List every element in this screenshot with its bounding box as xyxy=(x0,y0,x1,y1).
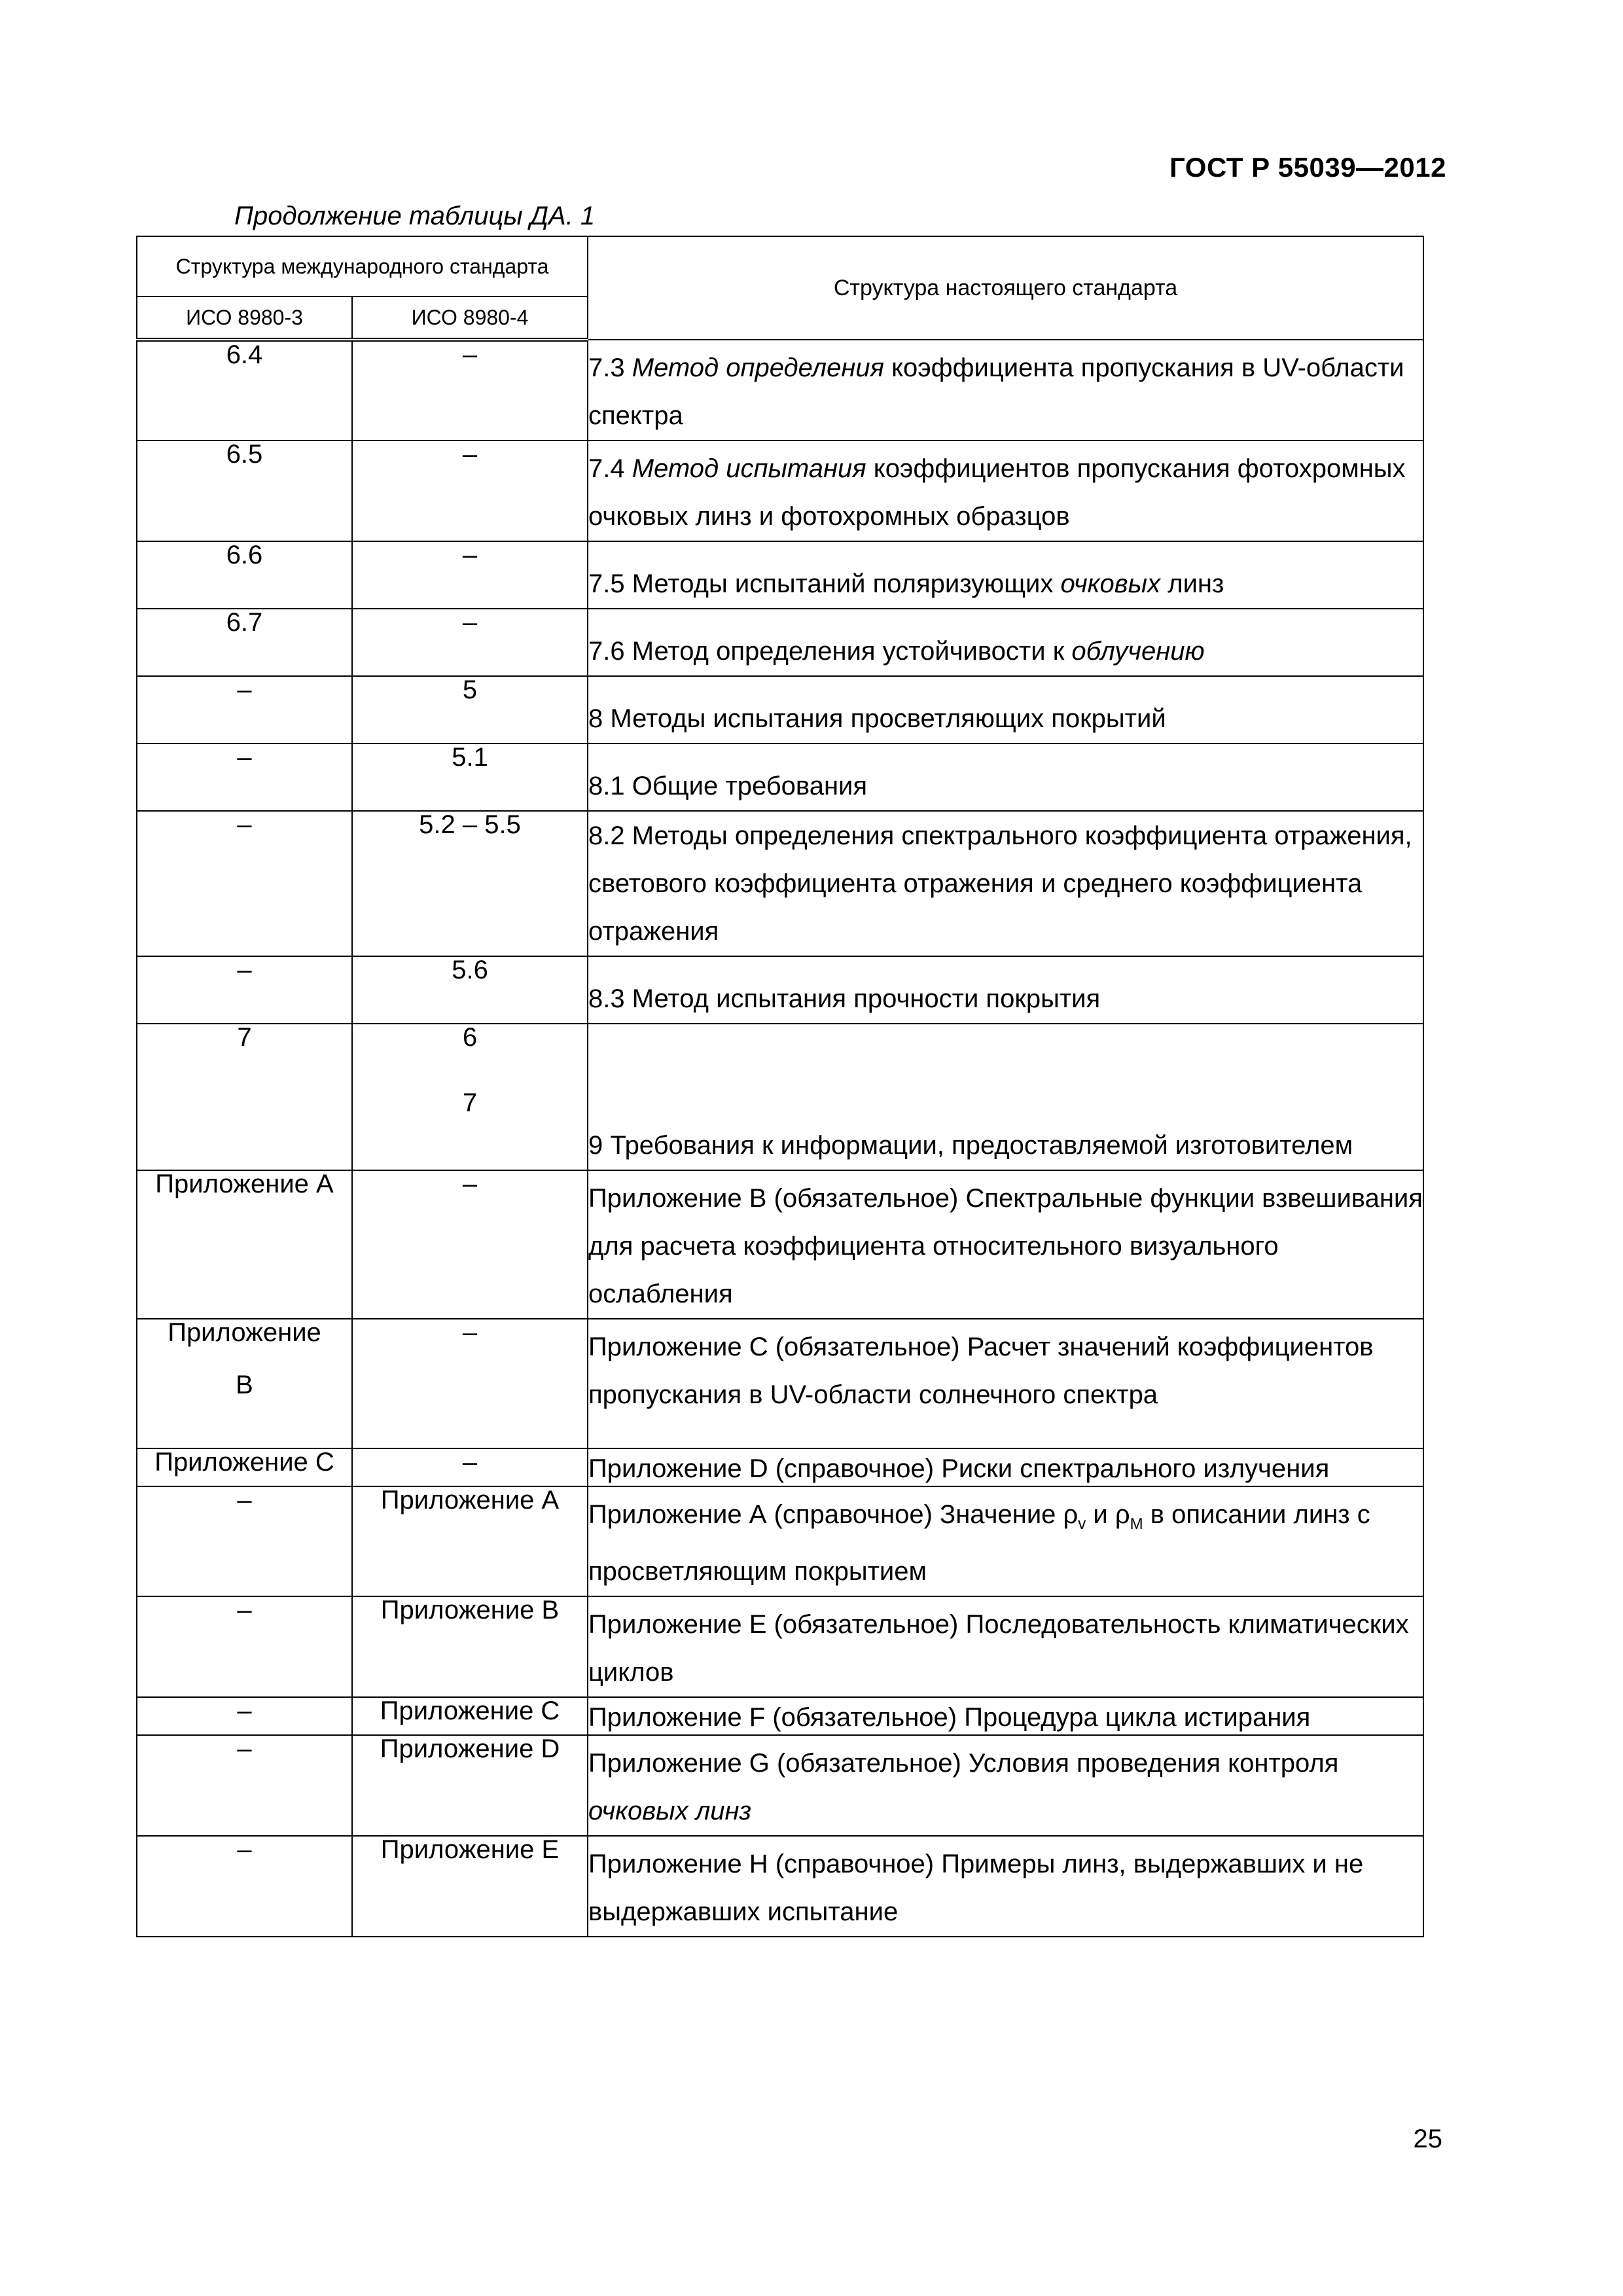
structure-cell: 7.4 Метод испытания коэффициентов пропускания фотохромных очковых линз и фотохромных образцов xyxy=(588,440,1423,541)
structure-cell: 9 Требования к информации, предоставляемой изготовителем xyxy=(588,1024,1423,1170)
structure-cell: Приложение D (справочное) Риски спектрального излучения xyxy=(588,1448,1423,1486)
iso-8980-4-cell: – xyxy=(462,1318,478,1347)
table-row xyxy=(137,1486,1423,1596)
iso-8980-3-cell: – xyxy=(237,1734,252,1763)
iso-8980-3-cell: 6.6 xyxy=(226,541,263,569)
rho-symbol: ρ xyxy=(1063,1500,1079,1529)
table-row xyxy=(137,440,1423,541)
structure-cell: 8.2 Методы определения спектрального коэффициента отражения, светового коэффициента отражения и среднего коэффициента отражения xyxy=(588,811,1423,956)
correspondence-table xyxy=(136,236,1424,1937)
structure-cell: 8.1 Общие требования xyxy=(588,744,1423,811)
page-number: 25 xyxy=(1413,2125,1442,2153)
structure-cell: 8 Методы испытания просветляющих покрытий xyxy=(588,676,1423,744)
iso-8980-4-cell: 5 xyxy=(462,675,478,704)
structure-cell: Приложение Е (обязательное) Последовательность климатических циклов xyxy=(588,1596,1423,1697)
table-row xyxy=(137,676,1423,744)
iso-8980-3-cell: – xyxy=(237,956,252,984)
table-row xyxy=(137,340,1423,440)
iso-8980-3-cell: – xyxy=(237,675,252,704)
table-row xyxy=(137,744,1423,811)
iso-8980-4-cell: 5.2 – 5.5 xyxy=(419,810,521,839)
table-row xyxy=(137,1024,1423,1170)
table-row xyxy=(137,1697,1423,1735)
structure-cell: Приложение G (обязательное) Условия проведения контроля очковых линз xyxy=(588,1735,1423,1836)
structure-cell: Приложение А (справочное) Значение $\rho_v$ и $\rho_M$ в описании линз с просветляющим покрытием xyxy=(588,1486,1423,1596)
iso-8980-3-cell: 6.7 xyxy=(226,608,263,637)
table-row xyxy=(137,1448,1423,1486)
iso-8980-4-cell: Приложение С xyxy=(380,1696,560,1725)
iso-8980-4-cell: – xyxy=(462,608,478,637)
table-row xyxy=(137,811,1423,956)
structure-cell: Приложение Н (справочное) Примеры линз, выдержавших и не выдержавших испытание xyxy=(588,1836,1423,1937)
iso-8980-4-cell: Приложение А xyxy=(380,1486,560,1515)
table-row xyxy=(137,541,1423,609)
iso-8980-4-cell: Приложение Е xyxy=(380,1835,560,1864)
iso-8980-3-cell: – xyxy=(237,1486,252,1515)
table-row xyxy=(137,1735,1423,1836)
table-caption: Продолжение таблицы ДА. 1 xyxy=(234,202,596,230)
iso-8980-3-cell: 6.5 xyxy=(226,440,263,469)
iso-8980-3-cell: 6.4 xyxy=(226,340,263,369)
iso-8980-4-cell: – xyxy=(462,340,478,369)
structure-cell: 7.3 Метод определения коэффициента пропускания в UV-области спектра xyxy=(588,340,1423,440)
iso-8980-4-cell: – xyxy=(462,541,478,569)
structure-cell: Приложение В (обязательное) Спектральные функции взвешивания для расчета коэффициента относительного визуального ослабления xyxy=(588,1170,1423,1319)
document-code: ГОСТ Р 55039—2012 xyxy=(1169,152,1446,183)
structure-cell: 8.3 Метод испытания прочности покрытия xyxy=(588,956,1423,1024)
iso-8980-3-cell: Приложение В xyxy=(137,1319,352,1448)
table-row xyxy=(137,1596,1423,1697)
header-international-standard: Структура международного стандарта xyxy=(137,236,588,296)
structure-cell: Приложение С (обязательное) Расчет значений коэффициентов пропускания в UV-области солнечного спектра xyxy=(588,1319,1423,1448)
iso-8980-3-cell: – xyxy=(237,1835,252,1864)
iso-8980-3-cell: – xyxy=(237,1696,252,1725)
iso-8980-3-cell: – xyxy=(237,810,252,839)
header-iso-8980-3: ИСО 8980-3 xyxy=(137,296,352,340)
iso-8980-3-cell: – xyxy=(237,1596,252,1624)
table-row xyxy=(137,609,1423,676)
iso-8980-3-cell: Приложение С xyxy=(154,1448,334,1477)
iso-8980-3-cell: Приложение А xyxy=(155,1170,334,1198)
rho-symbol: ρ xyxy=(1115,1500,1130,1529)
iso-8980-3-cell: – xyxy=(237,743,252,772)
table-row xyxy=(137,1836,1423,1937)
iso-8980-4-cell: Приложение D xyxy=(380,1734,560,1763)
iso-8980-4-cell: 5.1 xyxy=(452,743,488,772)
header-iso-8980-4: ИСО 8980-4 xyxy=(352,296,588,340)
table-row xyxy=(137,1319,1423,1448)
structure-cell: 7.6 Метод определения устойчивости к облучению xyxy=(588,609,1423,676)
header-this-standard: Структура настоящего стандарта xyxy=(588,236,1423,340)
iso-8980-4-cell: 5.6 xyxy=(452,956,488,984)
iso-8980-4-cell: Приложение В xyxy=(380,1596,560,1624)
structure-cell: 7.5 Методы испытаний поляризующих очковых линз xyxy=(588,541,1423,609)
iso-8980-4-cell: – xyxy=(462,440,478,469)
iso-8980-4-cell: – xyxy=(462,1170,478,1198)
iso-8980-4-cell: 6 7 xyxy=(352,1024,588,1170)
iso-8980-4-cell: – xyxy=(462,1448,478,1477)
table-row xyxy=(137,1170,1423,1319)
structure-cell: Приложение F (обязательное) Процедура цикла истирания xyxy=(588,1697,1423,1735)
iso-8980-3-cell: 7 xyxy=(237,1023,252,1052)
table-row xyxy=(137,956,1423,1024)
